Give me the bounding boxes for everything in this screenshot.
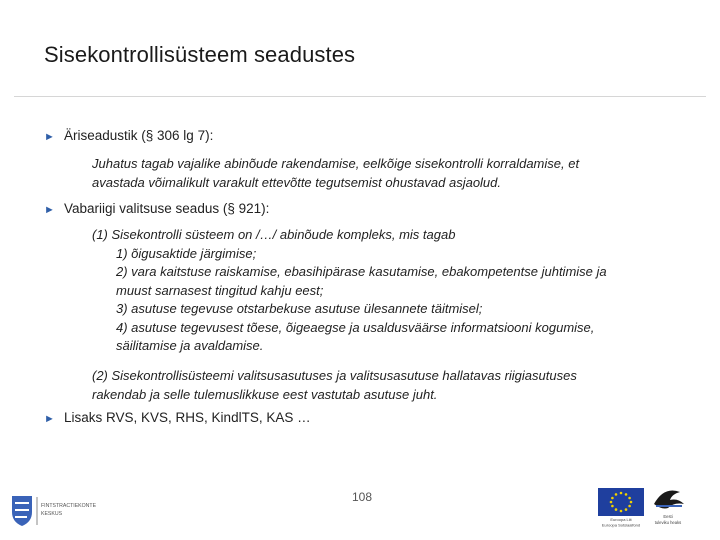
paragraph-line: (1) Sisekontrolli süsteem on /…/ abinõude kompleks, mis tagab: [92, 227, 456, 242]
bullet-3: [44, 410, 311, 425]
paragraph-line: 1) õigusaktide järgimise;: [116, 245, 257, 261]
paragraph-line: muust sarnasest tingitud kahju eest;: [116, 282, 324, 298]
bullet-2-paragraph-1: [92, 226, 607, 356]
bullet-1-paragraph: [92, 155, 579, 192]
fund-caption-line: Eesti: [663, 514, 673, 519]
paragraph-line: 3) asutuse tegevuse otstarbekuse asutuse ülesannete täitmisel;: [116, 301, 483, 316]
triangle-bullet-icon: ►: [44, 204, 55, 216]
bullet-1: [44, 128, 213, 143]
fund-logo: [648, 484, 688, 528]
fund-caption-line: tuleviku heaks: [654, 520, 682, 525]
paragraph-line: 4) asutuse tegevusest tõese, õigeaegse ja usaldusväärse informatsiooni kogumise,: [116, 319, 595, 335]
eu-caption-line: Euroopa Liit: [610, 517, 632, 522]
paragraph-line: 2) vara kaitstuse raiskamise, ebasihipärase kasutamise, ebakompetentse juhtimise ja: [116, 264, 607, 279]
bullet-2: [44, 201, 269, 216]
swallow-logo-icon: [648, 484, 688, 528]
bullet-1-heading: Äriseadustik (§ 306 lg 7):: [64, 128, 214, 143]
page-number: 108: [352, 490, 373, 504]
logo-text-line: KESKUS: [41, 511, 63, 517]
triangle-bullet-icon: ►: [44, 413, 55, 425]
coat-of-arms-icon: [10, 494, 110, 528]
title-divider: [14, 96, 706, 97]
page-title: Sisekontrollisüsteem seadustes: [44, 42, 356, 67]
paragraph-line: säilitamise ja avaldamise.: [116, 338, 264, 353]
bullet-2-paragraph-2: [92, 367, 577, 404]
logo-text-line: FINTSTRACTIEKONTE: [41, 503, 97, 509]
paragraph-line: rakendab ja selle tulemuslikkuse eest vastutab asutuse juht.: [92, 386, 438, 402]
triangle-bullet-icon: ►: [44, 131, 55, 143]
paragraph-line: avastada võimalikult varakult ettevõtte tegutsemist ohustavad asjaolud.: [92, 174, 502, 190]
bullet-3-heading: Lisaks RVS, KVS, RHS, KindlTS, KAS …: [64, 410, 311, 425]
bullet-2-heading: Vabariigi valitsuse seadus (§ 921):: [64, 201, 270, 216]
eu-flag-icon: [598, 488, 644, 528]
paragraph-line: Juhatus tagab vajalike abinõude rakendamise, eelkõige sisekontrolli korraldamise, et: [92, 156, 580, 171]
paragraph-line: (2) Sisekontrollisüsteemi valitsusasutuses ja valitsusasutuse hallatavas riigiasutuses: [92, 368, 577, 383]
eu-logo: [598, 488, 644, 528]
institution-logo: [10, 494, 110, 528]
eu-caption-line: Euroopa Sotsiaalfond: [601, 522, 641, 528]
